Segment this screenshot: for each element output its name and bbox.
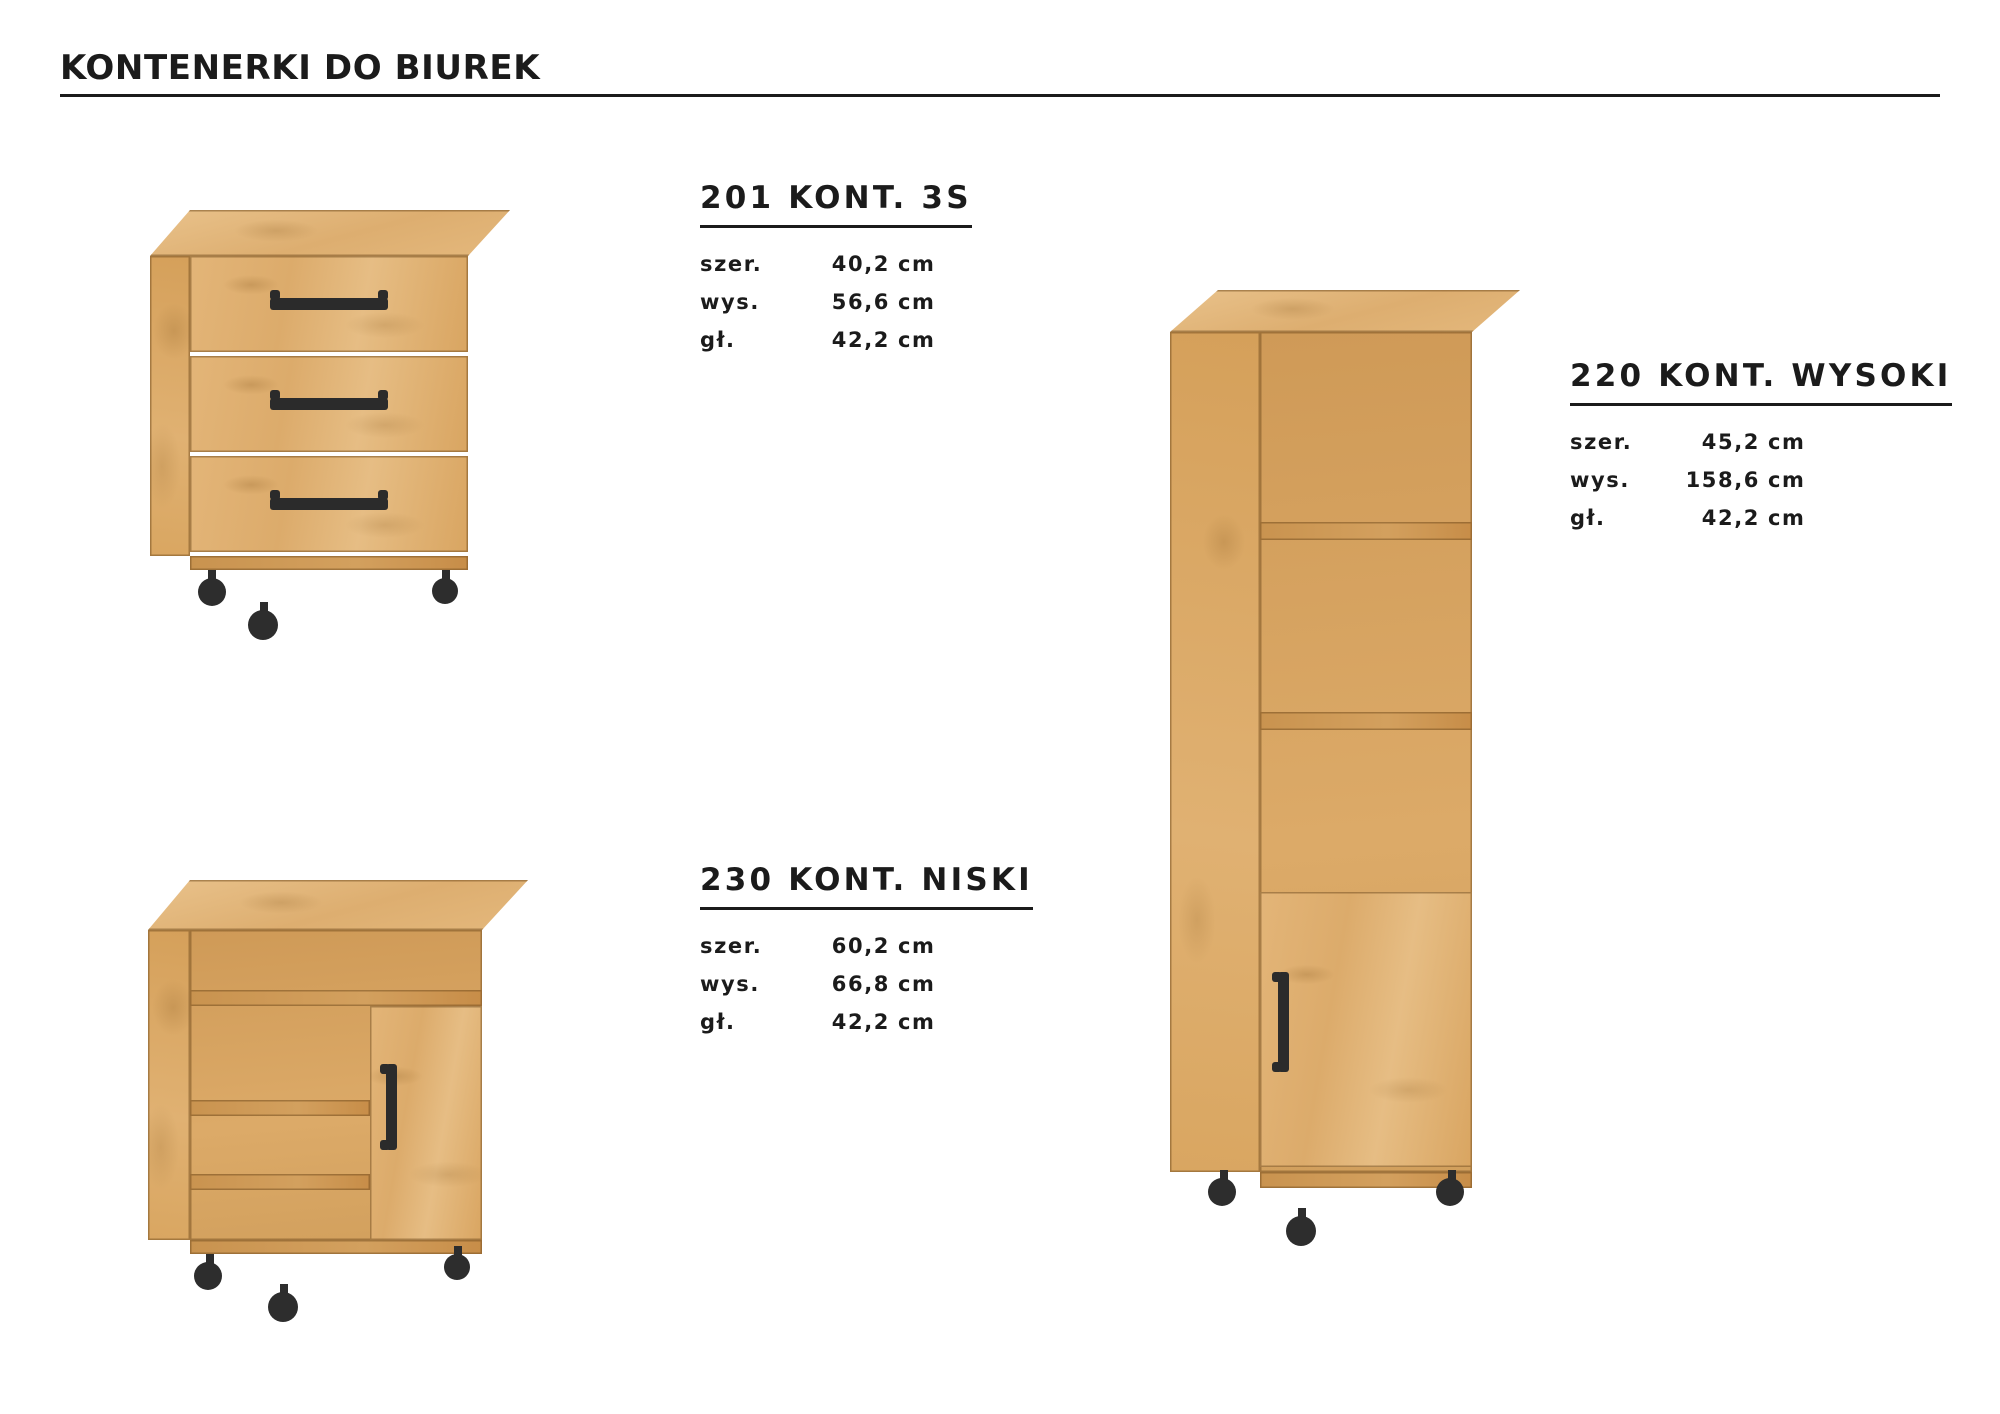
cabinet-side-panel	[148, 930, 190, 1240]
caster-wheel-icon	[198, 578, 226, 606]
caster-wheel-icon	[1208, 1178, 1236, 1206]
cabinet-base-panel	[190, 556, 468, 570]
spec-value-depth	[812, 1010, 936, 1034]
spec-rows-230	[700, 934, 1033, 1034]
shelf-lower	[1260, 712, 1472, 730]
spec-value-width	[812, 252, 936, 276]
spec-label-depth: gł.	[700, 1010, 736, 1034]
door-handle-icon	[1278, 972, 1289, 1072]
drawer-handle-icon	[270, 298, 388, 310]
spec-value-width	[812, 934, 936, 958]
product-title-201: 201 KONT. 3S	[700, 180, 972, 228]
cabinet-side-panel	[150, 256, 190, 556]
drawer-handle-icon	[270, 398, 388, 410]
drawer-2	[190, 356, 468, 452]
product-image-230	[148, 880, 568, 1300]
door-handle-icon	[386, 1064, 397, 1150]
spec-label-height: wys.	[700, 290, 760, 314]
header-divider	[60, 94, 1940, 97]
caster-wheel-icon	[1286, 1216, 1316, 1246]
spec-row-width	[700, 934, 1033, 958]
page-title: KONTENERKI DO BIUREK	[60, 48, 541, 88]
spec-block-220	[1570, 358, 1952, 544]
spec-unit-height: cm	[1768, 468, 1806, 492]
spec-number-height: 56,6	[831, 290, 890, 314]
spec-number-depth: 42,2	[831, 1010, 890, 1034]
drawer-handle-mount-icon	[378, 490, 388, 500]
product-title-220: 220 KONT. WYSOKI	[1570, 358, 1952, 406]
spec-value-depth	[812, 328, 936, 352]
spec-row-height	[700, 972, 1033, 996]
shelf-lower	[190, 1174, 370, 1190]
spec-number-height: 66,8	[831, 972, 890, 996]
drawer-3	[190, 456, 468, 552]
product-image-220	[1170, 290, 1570, 1270]
caster-wheel-icon	[432, 578, 458, 604]
spec-number-depth: 42,2	[831, 328, 890, 352]
shelf-upper	[190, 990, 482, 1006]
spec-unit-width: cm	[898, 252, 936, 276]
drawer-handle-mount-icon	[270, 490, 280, 500]
spec-label-height: wys.	[700, 972, 760, 996]
drawer-handle-mount-icon	[378, 290, 388, 300]
spec-row-height	[700, 290, 972, 314]
spec-block-201	[700, 180, 972, 366]
spec-row-depth	[1570, 506, 1952, 530]
caster-wheel-icon	[248, 610, 278, 640]
spec-block-230	[700, 862, 1033, 1048]
door-handle-mount-icon	[1272, 972, 1282, 982]
drawer-1	[190, 256, 468, 352]
caster-wheel-icon	[194, 1262, 222, 1290]
spec-value-height	[812, 290, 936, 314]
spec-row-height	[1570, 468, 1952, 492]
spec-rows-220	[1570, 430, 1952, 530]
cabinet-side-panel	[1170, 332, 1260, 1172]
spec-unit-width: cm	[1768, 430, 1806, 454]
door-handle-mount-icon	[380, 1140, 390, 1150]
cabinet-open-compartment	[190, 930, 482, 1240]
spec-label-depth: gł.	[700, 328, 736, 352]
spec-rows-201	[700, 252, 972, 352]
cabinet-top-panel	[148, 880, 528, 930]
caster-wheel-icon	[268, 1292, 298, 1322]
spec-number-depth: 42,2	[1701, 506, 1760, 530]
cabinet-top-panel	[150, 210, 510, 256]
spec-row-depth	[700, 1010, 1033, 1034]
drawer-handle-icon	[270, 498, 388, 510]
spec-label-height: wys.	[1570, 468, 1630, 492]
spec-row-width	[1570, 430, 1952, 454]
spec-row-depth	[700, 328, 972, 352]
drawer-handle-mount-icon	[270, 290, 280, 300]
spec-unit-depth: cm	[898, 1010, 936, 1034]
cabinet-door	[1260, 892, 1472, 1167]
cabinet-front	[190, 256, 468, 556]
spec-value-height	[1682, 468, 1806, 492]
drawer-handle-mount-icon	[270, 390, 280, 400]
door-handle-mount-icon	[380, 1064, 390, 1074]
spec-unit-depth: cm	[898, 328, 936, 352]
spec-label-width: szer.	[700, 934, 763, 958]
caster-wheel-icon	[1436, 1178, 1464, 1206]
spec-unit-width: cm	[898, 934, 936, 958]
product-title-230: 230 KONT. NISKI	[700, 862, 1033, 910]
caster-wheel-icon	[444, 1254, 470, 1280]
spec-unit-height: cm	[898, 290, 936, 314]
spec-number-height: 158,6	[1685, 468, 1760, 492]
cabinet-door	[370, 1006, 482, 1240]
spec-value-depth	[1682, 506, 1806, 530]
spec-number-width: 40,2	[831, 252, 890, 276]
spec-label-width: szer.	[1570, 430, 1633, 454]
spec-row-width	[700, 252, 972, 276]
spec-number-width: 60,2	[831, 934, 890, 958]
spec-unit-depth: cm	[1768, 506, 1806, 530]
shelf-upper	[1260, 522, 1472, 540]
cabinet-base-panel	[190, 1240, 482, 1254]
spec-number-width: 45,2	[1701, 430, 1760, 454]
product-image-201	[150, 210, 550, 640]
page-header	[60, 48, 1940, 88]
spec-label-width: szer.	[700, 252, 763, 276]
cabinet-open-compartment	[1260, 332, 1472, 1172]
door-handle-mount-icon	[1272, 1062, 1282, 1072]
drawer-handle-mount-icon	[378, 390, 388, 400]
spec-value-width	[1682, 430, 1806, 454]
spec-unit-height: cm	[898, 972, 936, 996]
cabinet-top-panel	[1170, 290, 1520, 332]
shelf-middle	[190, 1100, 370, 1116]
spec-label-depth: gł.	[1570, 506, 1606, 530]
spec-value-height	[812, 972, 936, 996]
